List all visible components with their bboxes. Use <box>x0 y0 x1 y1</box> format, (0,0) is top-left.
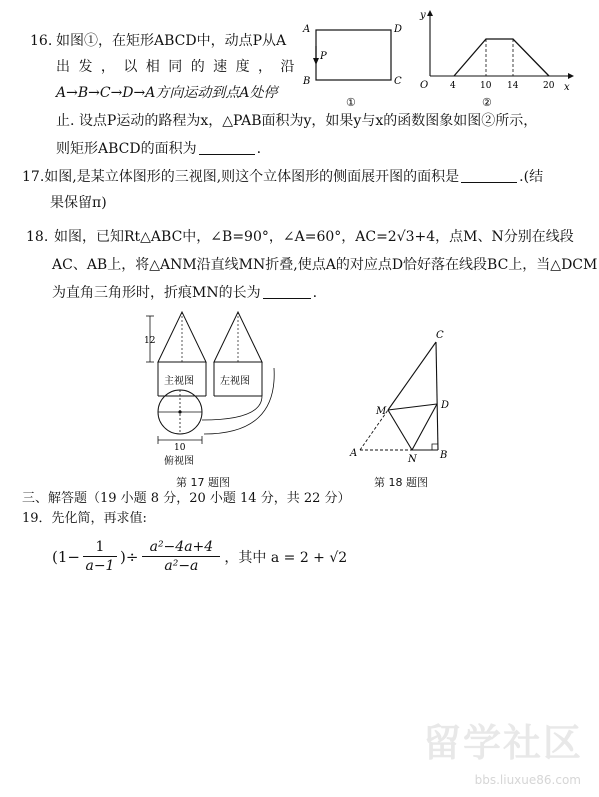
fraction-2-numerator: a²−4a+4 <box>149 539 214 555</box>
q16-answer-blank[interactable] <box>199 142 255 155</box>
fraction-1 <box>83 538 117 575</box>
fig18-label-c: C <box>436 330 444 341</box>
fraction-1-numerator: 1 <box>95 539 105 555</box>
fig17-width-dim: 10 <box>174 443 186 453</box>
q16-line-5-text: 则矩形ABCD的面积为 <box>56 141 197 157</box>
fig1-label-c: C <box>394 76 402 87</box>
q16-number: 16. <box>30 33 53 49</box>
fig18-caption: 第 18 题图 <box>374 476 428 489</box>
fig2-y-label: y <box>420 10 426 21</box>
fig17-side-view-label: 左视图 <box>220 376 250 387</box>
fig1-label-a: A <box>303 24 311 35</box>
fig18-label-m: M <box>376 406 387 417</box>
q18-line-2: AC、AB上，将△ANM沿直线MN折叠,使点A的对应点D恰好落在线段BC上，当△DCM <box>52 257 598 273</box>
fraction-1-denominator: a−1 <box>85 558 115 574</box>
fig2-tick-10: 10 <box>480 81 492 91</box>
q18-line-1: 如图，已知Rt△ABC中，∠B=90°，∠A=60°，AC=2√3+4，点M、N分别在线段 <box>54 229 574 245</box>
fig18-triangle-diagram <box>346 324 466 466</box>
fig18-label-d: D <box>441 400 450 411</box>
fig2-tick-4: 4 <box>450 81 456 91</box>
fraction-2-denominator: a²−a <box>164 558 199 574</box>
fig1-label-b: B <box>303 76 311 87</box>
formula-open: (1− <box>52 547 80 566</box>
fig2-tick-14: 14 <box>507 81 519 91</box>
q17-line-1-end: .(结 <box>519 169 544 185</box>
fig17-caption: 第 17 题图 <box>176 476 230 489</box>
fig18-label-a: A <box>350 448 358 459</box>
q17-answer-blank[interactable] <box>461 170 517 183</box>
q16-line-5-end: . <box>256 141 262 157</box>
fig1-label-p: P <box>320 51 327 62</box>
fig2-x-label: x <box>564 82 570 93</box>
fig1-label-d: D <box>394 24 403 35</box>
q19-formula <box>52 538 347 575</box>
fig2-caption: ② <box>482 96 492 109</box>
q16-line-1: 如图①，在矩形ABCD中，动点P从A <box>56 33 287 49</box>
fig2-function-graph <box>410 8 580 112</box>
q16-line-4: 止. 设点P运动的路程为x，△PAB面积为y，如果y与x的函数图象如图②所示， <box>56 113 538 129</box>
fraction-2 <box>142 538 220 575</box>
fig17-height-dim: 12 <box>144 336 156 346</box>
fig18-label-n: N <box>408 454 417 465</box>
fig17-top-view-label: 俯视图 <box>164 456 194 467</box>
fig18-label-b: B <box>440 450 448 461</box>
fig17-three-views <box>138 308 286 468</box>
q18-number: 18. <box>26 229 49 245</box>
section-3-title: 三、解答题（19 小题 8 分，20 小题 14 分，共 22 分） <box>22 491 351 506</box>
fig2-tick-20: 20 <box>543 81 555 91</box>
fig1-caption: ① <box>346 96 356 109</box>
q16-line-3: A→B→C→D→A方向运动到点A处停 <box>56 85 278 101</box>
q17-line-1-text: 17.如图,是某立体图形的三视图,则这个立体图形的侧面展开图的面积是 <box>22 169 460 185</box>
q16-line-2: 出 发 ， 以 相 同 的 速 度 ， 沿 <box>56 59 297 75</box>
fig1-rectangle-diagram <box>300 18 410 110</box>
q17-line-2: 果保留π) <box>50 195 107 211</box>
q18-line-3-end: . <box>312 285 318 301</box>
q18-line-3-text: 为直角三角形时，折痕MN的长为 <box>52 285 261 301</box>
q19-line-1: 19．先化简，再求值: <box>22 511 147 526</box>
fig2-origin: O <box>420 80 429 91</box>
q17-line-1 <box>22 168 543 186</box>
q16-line-5 <box>56 140 261 158</box>
q18-answer-blank[interactable] <box>263 286 311 299</box>
watermark-logo: 留学社区 <box>422 721 583 765</box>
q18-line-3 <box>52 284 317 302</box>
watermark-url: bbs.liuxue86.com <box>474 773 581 787</box>
formula-condition: ，其中 a = 2 + √2 <box>224 549 348 566</box>
formula-divide: )÷ <box>119 547 139 566</box>
fig17-front-view-label: 主视图 <box>164 376 194 387</box>
